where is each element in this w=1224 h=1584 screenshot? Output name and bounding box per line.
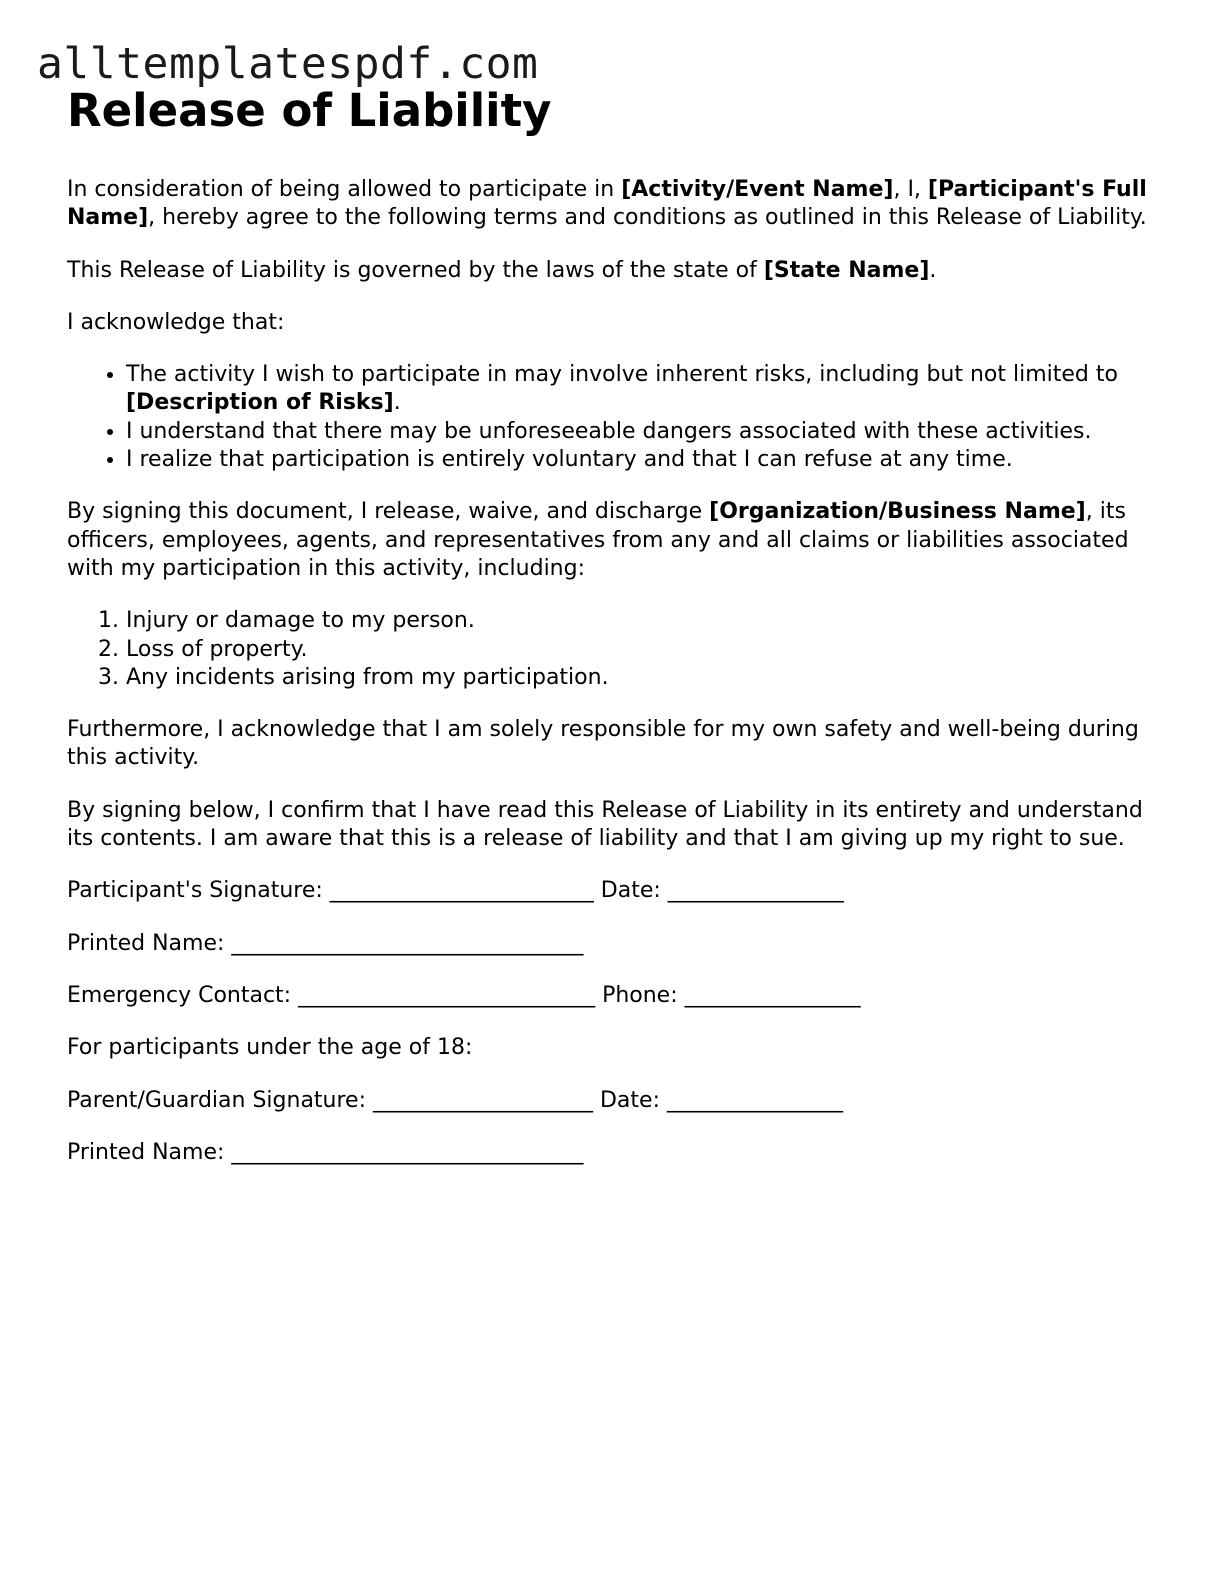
release-text-2: , its officers, employees, agents, and representatives from any and all claims or liabilities associated with my participation in this activity, including: [67, 499, 1129, 581]
state-name-placeholder: [State Name] [763, 257, 930, 283]
risks-placeholder: [Description of Risks] [126, 390, 394, 416]
intro-paragraph [67, 176, 1167, 233]
emergency-contact-line[interactable]: Emergency Contact: ___________________________ Phone: ________________ [67, 982, 861, 1008]
list-item [126, 361, 1167, 418]
responsibility-paragraph: Furthermore, I acknowledge that I am solely responsible for my own safety and well-being during this activity. [67, 717, 1139, 771]
governing-text-2: . [929, 257, 937, 283]
printed-name-line[interactable]: Printed Name: ________________________________ [67, 930, 584, 956]
list-item: 2. Loss of property. [126, 636, 1167, 664]
acknowledgement-text: The activity I wish to participate in may involve inherent risks, including but not limited to [126, 362, 1118, 388]
release-text-1: By signing this document, I release, waive, and discharge [67, 499, 710, 525]
intro-text-1: In consideration of being allowed to participate in [67, 177, 622, 202]
intro-text-2: , I, [893, 177, 928, 202]
guardian-signature-line[interactable]: Parent/Guardian Signature: ____________________ Date: ________________ [67, 1087, 843, 1113]
acknowledge-intro: I acknowledge that: [67, 309, 285, 335]
release-paragraph [67, 498, 1167, 583]
participant-signature-line[interactable]: Participant's Signature: ________________________ Date: ________________ [67, 878, 844, 904]
list-item: • I realize that participation is entirely voluntary and that I can refuse at any time. [126, 446, 1167, 474]
site-watermark: alltemplatespdf.com [37, 39, 539, 89]
activity-name-placeholder: [Activity/Event Name] [621, 177, 894, 202]
acknowledgement-tail: . [393, 390, 401, 416]
document-title: Release of Liability [67, 84, 552, 137]
list-item: 3. Any incidents arising from my participation. [126, 664, 1167, 692]
organization-name-placeholder: [Organization/Business Name] [709, 499, 1086, 525]
guardian-printed-name-line[interactable]: Printed Name: ________________________________ [67, 1139, 584, 1165]
acknowledgement-list [67, 361, 1167, 474]
list-item: • I understand that there may be unforeseeable dangers associated with these activities. [126, 418, 1167, 446]
minors-note: For participants under the age of 18: [67, 1035, 473, 1061]
governing-law-paragraph [67, 257, 1167, 285]
participant-name-placeholder: [Participant's Full Name] [67, 177, 1147, 231]
document-body [67, 80, 1167, 1167]
list-item: 1. Injury or damage to my person. [126, 607, 1167, 635]
confirmation-paragraph: By signing below, I confirm that I have read this Release of Liability in its entirety and understand its contents. I am aware that this is a release of liability and that I am giving up my right to sue. [67, 797, 1143, 852]
claims-list [67, 607, 1167, 692]
governing-text-1: This Release of Liability is governed by the laws of the state of [67, 257, 764, 283]
intro-text-3: , hereby agree to the following terms and conditions as outlined in this Release of Liability. [148, 205, 1147, 231]
